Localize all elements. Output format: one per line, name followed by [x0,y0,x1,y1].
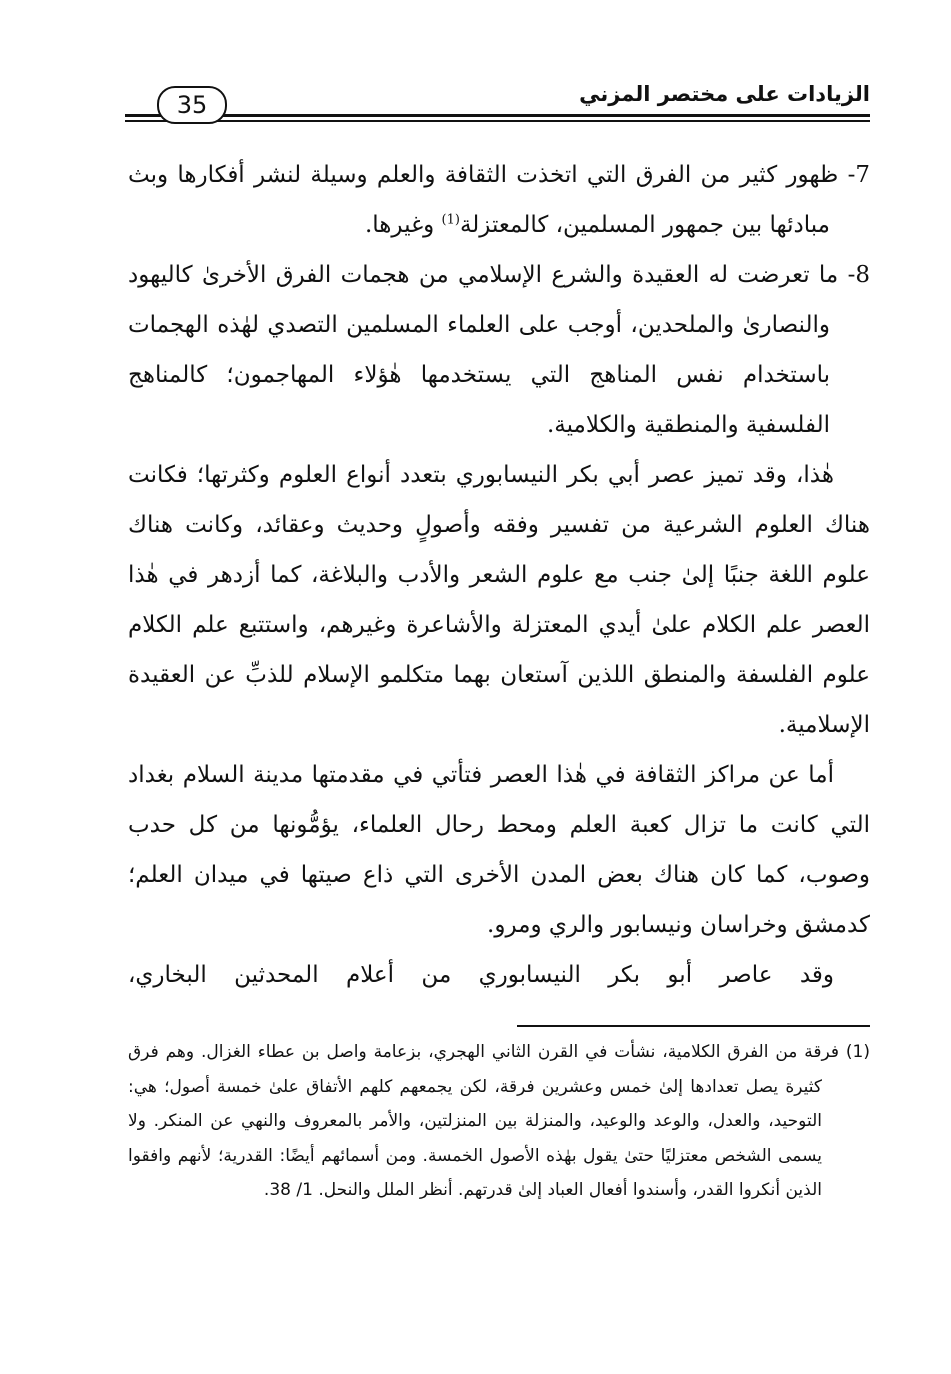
footnote-ref[interactable]: (1) [441,212,460,228]
main-text [128,150,870,1000]
list-item-7-text: 7- ظهور كثير من الفرق التي اتخذت الثقافة والعلم وسيلة لنشر أفكارها وبث مبادئها بين جمهور المسلمين، كالمعتزلة [128,162,870,238]
list-item-7-end: وغيرها. [364,212,442,238]
paragraph-centers: أما عن مراكز الثقافة في هٰذا العصر فتأتي في مقدمتها مدينة السلام بغداد التي كانت ما تزال كعبة العلم ومحط رحال العلماء، يؤمُّونها من كل حدب وصوب، كما كان هناك بعض المدن الأخرى التي ذاع صيتها في ميدان العلم؛ كدمشق وخراسان ونيسابور والري ومرو. [128,762,870,938]
footnote-marker: (1) [845,1042,871,1062]
header-rule [125,114,870,117]
footnote-1 [128,1035,870,1208]
paragraph-contemporaries: وقد عاصر أبو بكر النيسابوري من أعلام المحدثين البخاري، [128,962,834,988]
paragraph-sciences: هٰذا، وقد تميز عصر أبي بكر النيسابوري بتعدد أنواع العلوم وكثرتها؛ فكانت هناك العلوم الشرعية من تفسير وفقه وأصولٍ وحديث وعقائد، وكانت هناك علوم اللغة جنبًا إلىٰ جنب مع علوم الشعر والأدب والبلاغة، كما أزدهر في هٰذا العصر علم الكلام علىٰ أيدي المعتزلة والأشاعرة وغيرهم، واستتبع علم الكلام علوم الفلسفة والمنطق اللذين آستعان بهما متكلمو الإسلام للذبِّ عن العقيدة الإسلامية. [128,462,870,738]
footnote-text: فرقة من الفرق الكلامية، نشأت في القرن الثاني الهجري، بزعامة واصل بن عطاء الغزال. وهم فرق كثيرة يصل تعدادها إلىٰ خمس وعشرين فرقة، لكن يجمعهم كلهم الأتفاق علىٰ خمسة أصول؛ هي: التوحيد، والعدل، والوعد والوعيد، والمنزلة بين المنزلتين، والأمر بالمعروف والنهي عن المنكر. ولا يسمى الشخص معتزليًا حتىٰ يقول بهٰذه الأصول الخمسة. ومن أسمائهم أيضًا: القدرية؛ لأنهم وافقوا الذين أنكروا القدر، وأسندوا أفعال العباد إلىٰ قدرتهم. أنظر الملل والنحل. 1/ 38. [128,1042,840,1200]
header-rule-thin [125,120,870,122]
list-item-8: 8- ما تعرضت له العقيدة والشرع الإسلامي من هجمات الفرق الأخرىٰ كاليهود والنصارىٰ والملحدين، أوجب على العلماء المسلمين التصدي لهٰذه الهجمات باستخدام نفس المناهج التي يستخدمها هٰؤلاء المهاجمون؛ كالمناهج الفلسفية والمنطقية والكلامية. [128,262,870,438]
footnote-separator [517,1025,870,1027]
page-number: 35 [157,86,227,124]
book-title: الزيادات على مختصر المزني [571,82,870,106]
list-item-7 [128,150,870,250]
footnotes [128,1035,870,1208]
running-header [125,78,870,128]
